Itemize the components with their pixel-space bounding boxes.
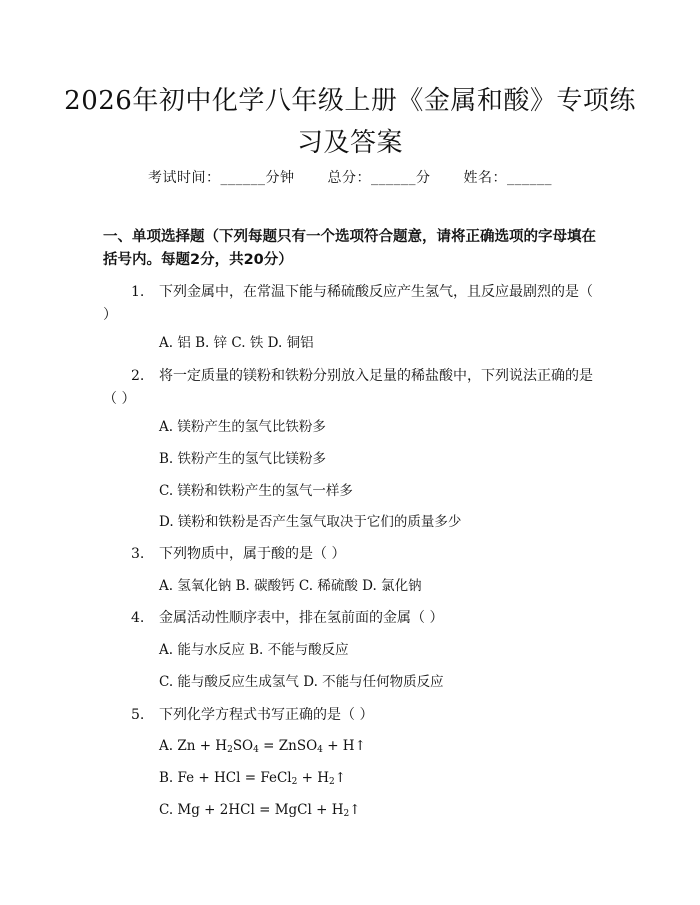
question-5-option-b bbox=[159, 768, 346, 792]
question-text: 下列化学方程式书写正确的是（ ） bbox=[159, 707, 374, 723]
question-2-option-c: C. 镁粉和铁粉产生的氢气一样多 bbox=[159, 483, 353, 499]
equation-part: SO bbox=[232, 738, 254, 754]
equation-part: A. Zn + H bbox=[159, 738, 228, 754]
subscript: 2 bbox=[329, 777, 335, 787]
question-number: 1. bbox=[131, 284, 145, 300]
equation-part: = ZnSO bbox=[258, 738, 318, 754]
equation-part: + H bbox=[297, 770, 330, 786]
question-4-options-ab: A. 能与水反应 B. 不能与酸反应 bbox=[159, 642, 349, 658]
question-2 bbox=[103, 365, 603, 411]
document-title: 2026年初中化学八年级上册《金属和酸》专项练习及答案 bbox=[64, 86, 636, 158]
question-5 bbox=[103, 704, 603, 727]
question-2-option-a: A. 镁粉产生的氢气比铁粉多 bbox=[159, 419, 326, 435]
question-3 bbox=[103, 543, 603, 566]
equation-part: ↑ bbox=[334, 770, 347, 786]
equation-part: + H↑ bbox=[322, 738, 366, 754]
question-text: 金属活动性顺序表中，排在氢前面的金属（ ） bbox=[159, 610, 444, 626]
question-2-option-d: D. 镁粉和铁粉是否产生氢气取决于它们的质量多少 bbox=[159, 514, 462, 530]
question-4 bbox=[103, 607, 603, 630]
equation-part: C. Mg + 2HCl = MgCl + H bbox=[159, 802, 344, 818]
exam-time: 考试时间：______分钟 bbox=[148, 170, 295, 186]
question-5-option-a bbox=[159, 736, 366, 760]
section-heading: 一、单项选择题（下列每题只有一个选项符合题意，请将正确选项的字母填在括号内。每题2分，共20分） bbox=[103, 229, 596, 268]
subscript: 4 bbox=[317, 745, 323, 755]
question-number: 3. bbox=[131, 546, 145, 562]
question-text: 下列物质中，属于酸的是（ ） bbox=[159, 546, 346, 562]
question-5-option-c bbox=[159, 800, 361, 824]
student-name: 姓名：______ bbox=[463, 170, 552, 186]
subscript: 4 bbox=[253, 745, 259, 755]
question-number: 4. bbox=[131, 610, 145, 626]
question-3-options: A. 氢氧化钠 B. 碳酸钙 C. 稀硫酸 D. 氯化钠 bbox=[159, 578, 422, 594]
equation-part: B. Fe + HCl = FeCl bbox=[159, 770, 292, 786]
question-4-options-cd: C. 能与酸反应生成氢气 D. 不能与任何物质反应 bbox=[159, 674, 444, 690]
question-text: 将一定质量的镁粉和铁粉分别放入足量的稀盐酸中，下列说法正确的是（ ） bbox=[103, 368, 593, 407]
question-1-options: A. 铝 B. 锌 C. 铁 D. 铜铝 bbox=[159, 335, 314, 351]
subscript: 2 bbox=[291, 777, 298, 787]
question-2-option-b: B. 铁粉产生的氢气比镁粉多 bbox=[159, 451, 327, 467]
subscript: 2 bbox=[227, 745, 233, 755]
question-number: 2. bbox=[131, 368, 145, 384]
exam-info bbox=[0, 167, 700, 187]
question-text: 下列金属中，在常温下能与稀硫酸反应产生氢气，且反应最剧烈的是（ ） bbox=[103, 284, 593, 323]
total-score: 总分：______分 bbox=[327, 170, 431, 186]
question-number: 5. bbox=[131, 707, 145, 723]
subscript: 2 bbox=[343, 809, 350, 819]
question-1 bbox=[103, 281, 603, 327]
equation-part: ↑ bbox=[349, 802, 361, 818]
